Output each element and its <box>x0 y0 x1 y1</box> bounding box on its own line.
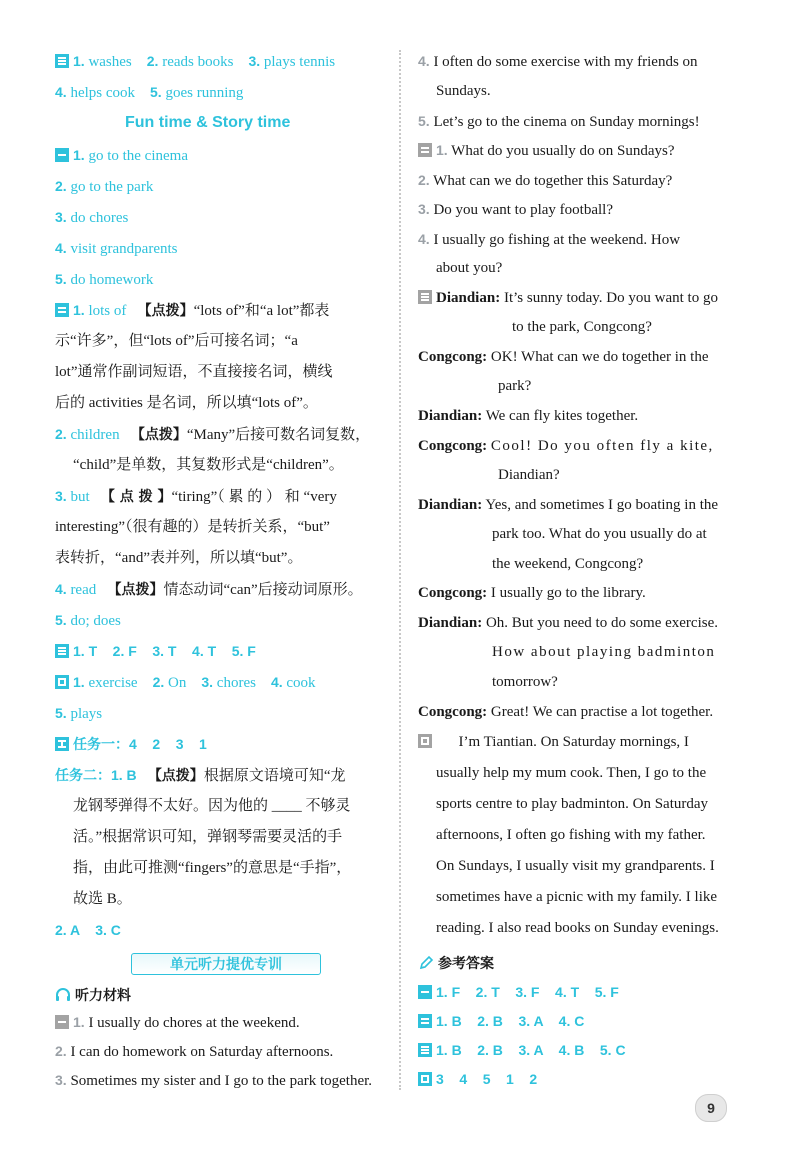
passage-line: usually help my mum cook. Then, I go to the <box>436 765 707 781</box>
list-item: 1. I usually do chores at the weekend. <box>55 1011 300 1034</box>
dialog-line: Diandian: It’s sunny today. Do you want to go <box>418 287 718 309</box>
pencil-icon <box>418 955 434 971</box>
section-five-icon <box>55 737 69 751</box>
section-three-icon <box>55 54 69 68</box>
section-one-icon <box>55 1015 69 1029</box>
list-item: 1. go to the cinema <box>55 144 188 167</box>
dialog-cont: How about playing badminton <box>492 644 716 660</box>
answer-row: 1. B 2. B 3. A 4. C <box>418 1010 584 1033</box>
passage-line: afternoons, I often go fishing with my father. <box>436 827 706 843</box>
list-item: 5. Let’s go to the cinema on Sunday mornings! <box>418 113 700 130</box>
answer-row: 1. F 2. T 3. F 4. T 5. F <box>418 981 619 1004</box>
exercise3-answers-line2: 4. helps cook 5. goes running <box>55 84 244 101</box>
section-one-icon <box>418 985 432 999</box>
list-item: 2. I can do homework on Saturday afternoons. <box>55 1043 334 1060</box>
dialog-cont: to the park, Congcong? <box>512 319 652 335</box>
passage-line: On Sundays, I usually visit my grandparents. I <box>436 858 715 874</box>
headphones-icon <box>55 987 71 1003</box>
section-four-icon <box>418 1072 432 1086</box>
section-three-icon <box>418 290 432 304</box>
explain-q5: 5. do; does <box>55 612 121 629</box>
list-item: 4. I often do some exercise with my friends on <box>418 53 698 70</box>
explain-q4: 4. read 【点拨】情态动词“can”后接动词原形。 <box>55 581 363 598</box>
section-one-icon <box>55 148 69 162</box>
explain-text: 后的 activities 是名词，所以填“lots of”。 <box>55 395 318 411</box>
list-item: 4. I usually go fishing at the weekend. How <box>418 231 681 248</box>
dialog-cont: park? <box>498 378 532 394</box>
answer-row: 1. B 2. B 3. A 4. B 5. C <box>418 1039 626 1062</box>
explain-q3-line1: 3. but 【 点 拨 】“tiring”（ 累 的 ） 和 “very <box>55 488 337 505</box>
section-two-icon <box>55 303 69 317</box>
answer-row: 3 4 5 1 2 <box>418 1068 537 1091</box>
section-two-icon <box>418 143 432 157</box>
dialog-cont: tomorrow? <box>492 674 558 690</box>
explain-text: 示“许多”，但“lots of”后可接名词；“a <box>55 333 298 349</box>
dialog-cont: Diandian? <box>498 467 560 483</box>
listening-banner: 单元听力提优专训 <box>131 953 321 975</box>
dialog-line: Diandian: Yes, and sometimes I go boating in the <box>418 497 719 513</box>
explain-text: 表转折，“and”表并列，所以填“but”。 <box>55 550 303 566</box>
list-item: 5. do homework <box>55 271 154 288</box>
listening-material-title: 听力材料 <box>55 985 131 1005</box>
section-heading: Fun time & Story time <box>125 114 291 131</box>
dialog-line: Congcong: OK! What can we do together in the <box>418 349 709 365</box>
list-item: 2. What can we do together this Saturday? <box>418 172 673 189</box>
section-four-icon <box>55 675 69 689</box>
section-three-icon <box>418 1043 432 1057</box>
section-three-answers: 1. T 2. F 3. T 4. T 5. F <box>55 640 256 663</box>
dialog-cont: park too. What do you usually do at <box>492 526 707 542</box>
section-four-icon <box>418 734 432 748</box>
passage-line: sports centre to play badminton. On Saturday <box>436 796 709 812</box>
section-four-answers-line1: 1. exercise 2. On 3. chores 4. cook <box>55 671 316 694</box>
exercise3-answers-line1: 1. washes 2. reads books 3. plays tennis <box>55 50 335 73</box>
list-item: 3. Sometimes my sister and I go to the park together. <box>55 1072 373 1089</box>
explain-text: “child”是单数，其复数形式是“children”。 <box>73 457 344 473</box>
list-item: 3. do chores <box>55 209 129 226</box>
section-three-icon <box>55 644 69 658</box>
passage-line: sometimes have a picnic with my family. I like <box>436 889 718 905</box>
explain-q2-line1: 2. children 【点拨】“Many”后接可数名词复数， <box>55 426 371 443</box>
explain-q1-line1: 1. lots of 【点拨】“lots of”和“a lot”都表 <box>55 299 329 322</box>
section-five-task2-rest: 2. A 3. C <box>55 922 121 938</box>
dialog-line: Diandian: We can fly kites together. <box>418 408 639 424</box>
explain-text: 故选 B。 <box>73 891 132 907</box>
list-item: 3. Do you want to play football? <box>418 201 613 218</box>
list-item-cont: Sundays. <box>436 83 491 99</box>
explain-text: interesting”（很有趣的）是转折关系，“but” <box>55 519 330 535</box>
explain-text: lot”通常作副词短语，不直接接名词，横线 <box>55 364 333 380</box>
column-divider <box>399 50 401 1090</box>
section-two-icon <box>418 1014 432 1028</box>
section-four-answers-line2: 5. plays <box>55 705 103 722</box>
page-number: 9 <box>695 1094 727 1122</box>
explain-text: 活。”根据常识可知，弹钢琴需要灵活的手 <box>73 829 343 845</box>
list-item: 4. visit grandparents <box>55 240 178 257</box>
list-item: 1. What do you usually do on Sundays? <box>418 139 674 162</box>
passage-line: reading. I also read books on Sunday evenings. <box>436 920 719 936</box>
dialog-line: Congcong: Cool! Do you often fly a kite, <box>418 438 714 454</box>
dialog-line: Congcong: Great! We can practise a lot together. <box>418 704 714 720</box>
answer-key-title: 参考答案 <box>418 953 494 973</box>
dialog-line: Congcong: I usually go to the library. <box>418 585 646 601</box>
passage-line: I’m Tiantian. On Saturday mornings, I <box>418 731 689 753</box>
explain-text: 龙钢琴弹得不太好。因为他的 ____ 不够灵 <box>73 798 351 814</box>
list-item: 2. go to the park <box>55 178 154 195</box>
dialog-cont: the weekend, Congcong? <box>492 556 644 572</box>
explain-text: 指，由此可推测“fingers”的意思是“手指”， <box>73 860 352 876</box>
list-item-cont: about you? <box>436 260 503 276</box>
dialog-line: Diandian: Oh. But you need to do some exercise. <box>418 615 718 631</box>
section-five-task2-line1: 任务二：1. B 【点拨】根据原文语境可知“龙 <box>55 767 346 784</box>
section-five-task1: 任务一：4 2 3 1 <box>55 733 207 756</box>
